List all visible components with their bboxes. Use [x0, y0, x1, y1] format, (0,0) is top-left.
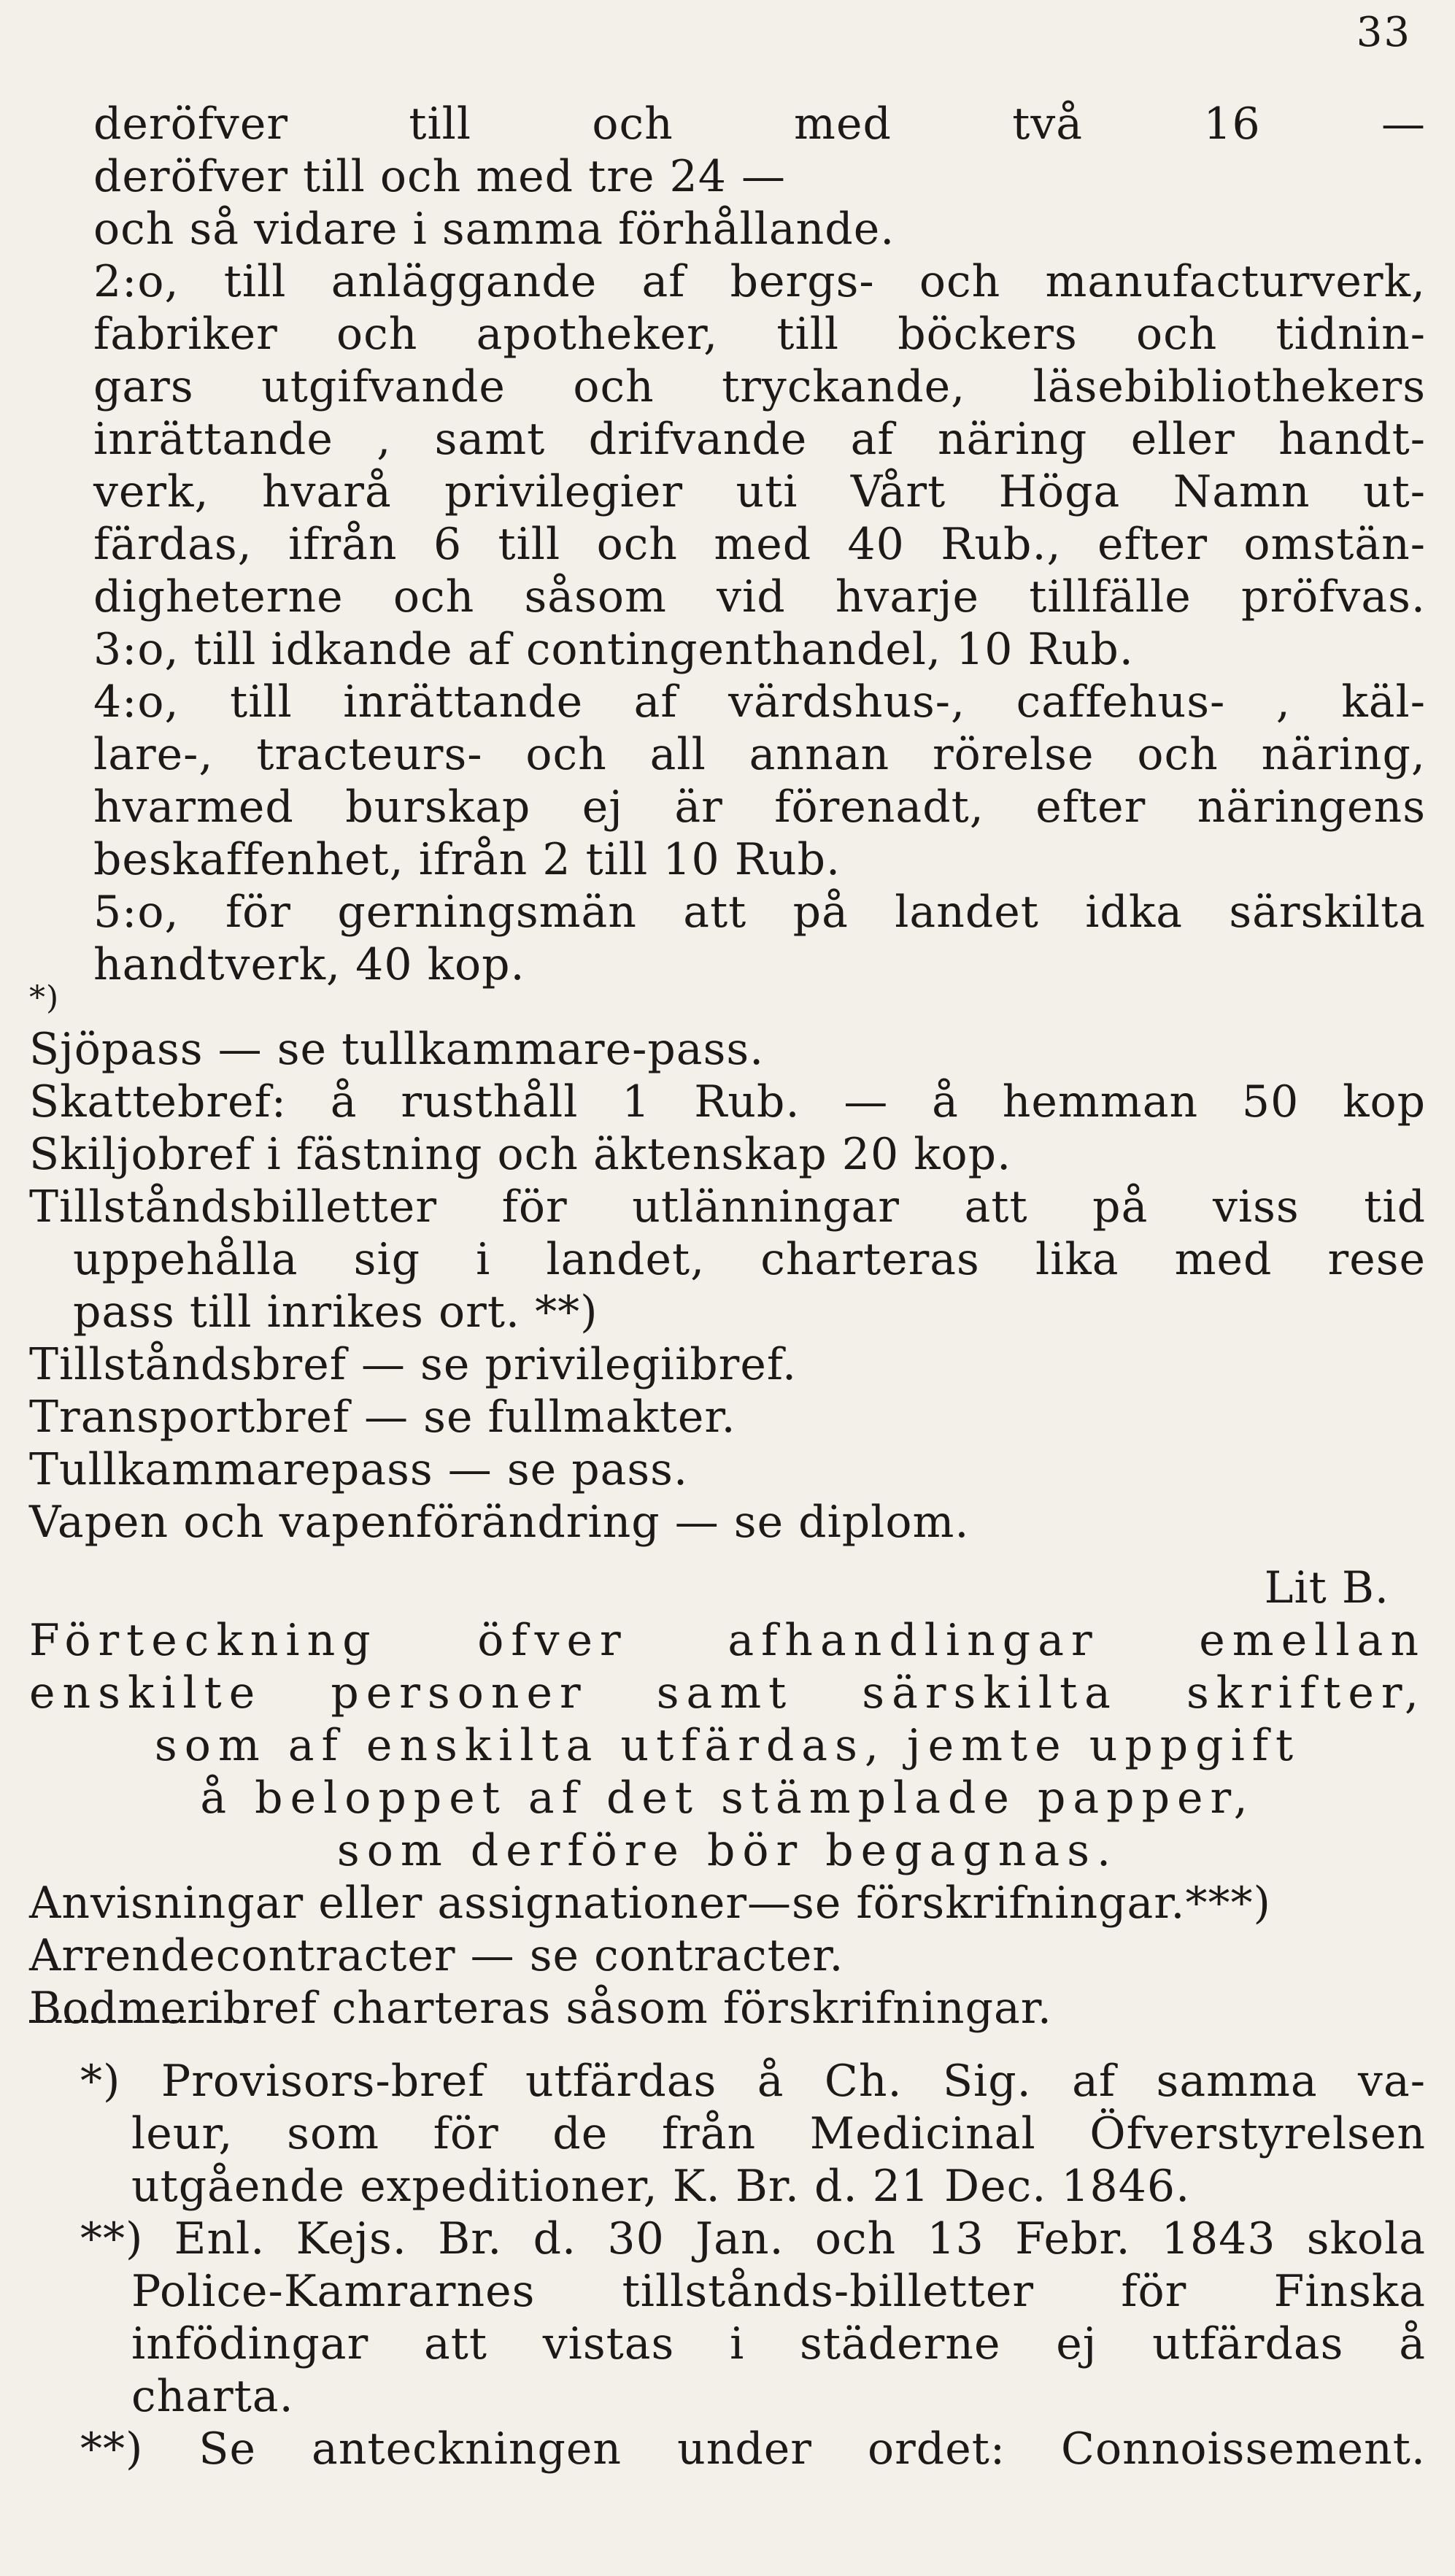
section-heading: Förteckning öfver afhandlingar emellan: [29, 1615, 1426, 1666]
text-line: Sjöpass — se tullkammare-pass.: [29, 1024, 765, 1075]
footnote-marker: *): [29, 979, 60, 1017]
footnote-line: leur, som för de från Medicinal Öfverstyrelsen: [131, 2108, 1426, 2159]
text-line: Tillståndsbilletter för utlänningar att på viss tid: [29, 1181, 1426, 1233]
text-line: fabriker och apotheker, till böckers och tidnin-: [93, 309, 1426, 360]
footnote-line: *) Provisors-bref utfärdas å Ch. Sig. af samma va-: [80, 2056, 1426, 2107]
text-line: Vapen och vapenförändring — se diplom.: [29, 1497, 970, 1548]
text-line: lare-, tracteurs- och all annan rörelse och näring,: [93, 729, 1426, 780]
text-line: beskaffenhet, ifrån 2 till 10 Rub.: [93, 834, 841, 885]
footnote-line: **) Se anteckningen under ordet: Connoissement.: [80, 2423, 1426, 2475]
text-line: färdas, ifrån 6 till och med 40 Rub., efter omstän-: [93, 519, 1426, 570]
text-line: Anvisningar eller assignationer—se förskrifningar.***): [29, 1878, 1271, 1929]
text-line: Tullkammarepass — se pass.: [29, 1444, 689, 1495]
text-line: deröfver till och med två 16 —: [93, 99, 1426, 150]
text-line: hvarmed burskap ej är förenadt, efter näringens: [93, 782, 1426, 833]
footnote-line: charta.: [131, 2371, 294, 2422]
text-line: gars utgifvande och tryckande, läsebibliothekers: [93, 361, 1426, 412]
footnote-line: utgående expeditioner, K. Br. d. 21 Dec. 1846.: [131, 2161, 1191, 2212]
footnote-divider: [29, 2020, 248, 2023]
text-line: uppehålla sig i landet, charteras lika med rese: [73, 1234, 1426, 1285]
footnote-line: infödingar att vistas i städerne ej utfärdas å: [131, 2318, 1426, 2369]
text-line: Bodmeribref charteras såsom förskrifningar.: [29, 1983, 1052, 2034]
text-line: inrättande , samt drifvande af näring eller handt-: [93, 414, 1426, 465]
footnote-line: **) Enl. Kejs. Br. d. 30 Jan. och 13 Febr. 1843 skola: [80, 2213, 1426, 2264]
text-line: deröfver till och med tre 24 —: [93, 151, 786, 202]
text-line: Arrendecontracter — se contracter.: [29, 1930, 844, 1981]
text-line: 5:o, för gerningsmän att på landet idka särskilta: [93, 887, 1426, 938]
text-line: och så vidare i samma förhållande.: [93, 204, 895, 255]
text-line: handtverk, 40 kop.: [93, 939, 525, 990]
section-heading: som derföre bör begagnas.: [336, 1825, 1119, 1876]
text-line: 3:o, till idkande af contingenthandel, 10 Rub.: [93, 624, 1134, 675]
section-label: Lit B.: [1264, 1562, 1389, 1613]
text-line: Skattebref: å rusthåll 1 Rub. — å hemman 50 kop: [29, 1076, 1426, 1127]
text-line: Tillståndsbref — se privilegiibref.: [29, 1339, 798, 1390]
section-heading: som af enskilta utfärdas, jemte uppgift: [154, 1720, 1301, 1771]
footnote-line: Police-Kamrarnes tillstånds-billetter för Finska: [131, 2266, 1426, 2317]
text-line: pass till inrikes ort. **): [73, 1287, 598, 1338]
page-number: 33: [1356, 9, 1411, 56]
text-line: Transportbref — se fullmakter.: [29, 1392, 736, 1443]
section-heading: å beloppet af det stämplade papper,: [200, 1773, 1255, 1824]
text-line: digheterne och såsom vid hvarje tillfälle pröfvas.: [93, 571, 1426, 622]
text-line: Skiljobref i fästning och äktenskap 20 kop.: [29, 1129, 1012, 1180]
section-heading: enskilte personer samt särskilta skrifter,: [29, 1667, 1426, 1719]
text-line: 4:o, till inrättande af värdshus-, caffehus- , käl-: [93, 676, 1426, 728]
text-line: verk, hvarå privilegier uti Vårt Höga Namn ut-: [93, 466, 1426, 517]
text-line: 2:o, till anläggande af bergs- och manufacturverk,: [93, 256, 1426, 307]
